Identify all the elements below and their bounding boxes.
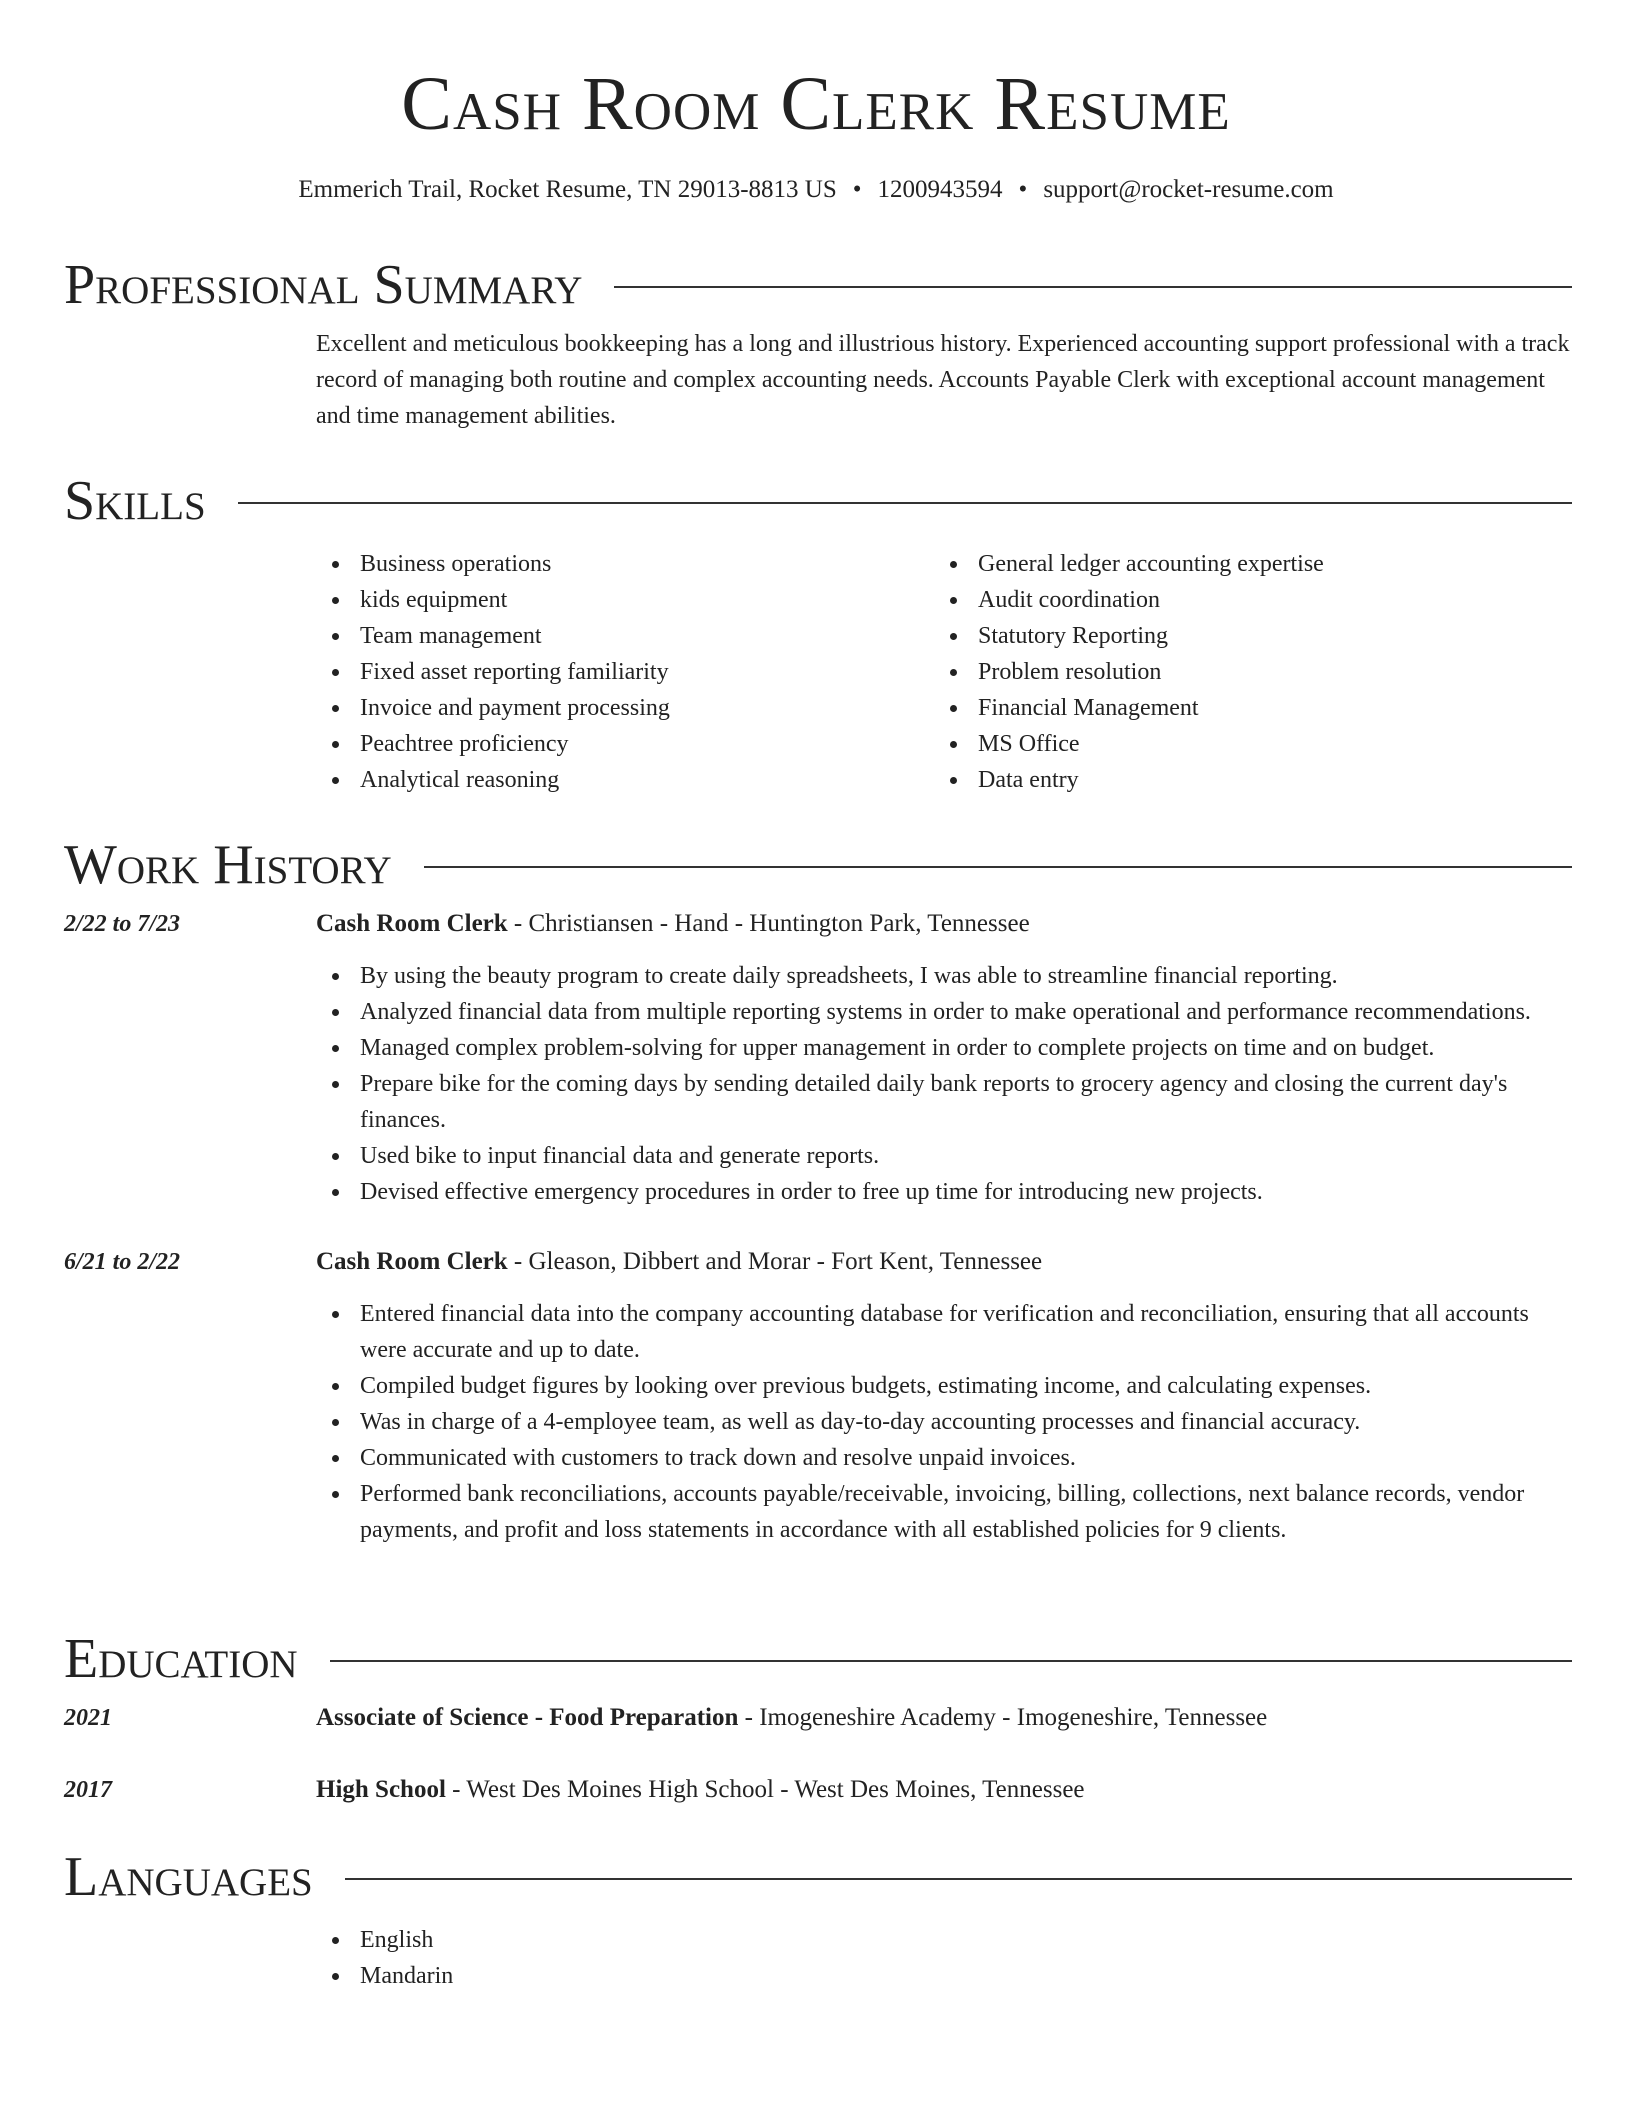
job-details: - Gleason, Dibbert and Morar - Fort Kent, Tennessee	[507, 1248, 1043, 1275]
contact-separator: •	[1018, 176, 1028, 203]
skill-item: Statutory Reporting	[978, 618, 1552, 654]
skill-item: Team management	[360, 618, 934, 654]
section-title: Education	[64, 1628, 298, 1690]
section-title: Languages	[64, 1846, 313, 1908]
summary-text: Excellent and meticulous bookkeeping has a long and illustrious history. Experienced accounting support professional with a track record of managing both routine and complex accounting needs. Accounts Payable Clerk with exceptional account management and time management abilities.	[316, 331, 1570, 429]
contact-line	[0, 173, 1632, 207]
skill-item: MS Office	[978, 726, 1552, 762]
skill-item: Analytical reasoning	[360, 762, 934, 798]
education-entry	[64, 1772, 1572, 1808]
education-section	[64, 1626, 1572, 1808]
job-bullet: Devised effective emergency procedures in order to free up time for introducing new projects.	[360, 1174, 1572, 1210]
section-title: Professional Summary	[64, 254, 583, 316]
skills-column-left	[316, 546, 934, 798]
skill-item: General ledger accounting expertise	[978, 546, 1552, 582]
section-title: Work History	[64, 834, 392, 896]
section-header	[64, 1626, 1572, 1692]
job-dates: 2/22 to 7/23	[64, 911, 181, 937]
section-header	[64, 468, 1572, 534]
job-title: Cash Room Clerk	[316, 1248, 508, 1275]
job-bullet: Was in charge of a 4-employee team, as well as day-to-day accounting processes and financial accuracy.	[360, 1404, 1572, 1440]
skill-item: Problem resolution	[978, 654, 1552, 690]
job-entry	[64, 906, 1572, 1210]
work-history-section	[64, 832, 1572, 1548]
section-header	[64, 1844, 1572, 1910]
job-bullet: Communicated with customers to track down and resolve unpaid invoices.	[360, 1440, 1572, 1476]
education-entry	[64, 1700, 1572, 1736]
job-dates: 6/21 to 2/22	[64, 1249, 181, 1275]
contact-phone: 1200943594	[877, 176, 1003, 203]
section-header	[64, 252, 1572, 318]
resume-title: Cash Room Clerk Resume	[401, 62, 1231, 146]
languages-section	[64, 1844, 1572, 1994]
job-title: Cash Room Clerk	[316, 910, 508, 937]
education-details: - West Des Moines High School - West Des Moines, Tennessee	[445, 1776, 1085, 1803]
skill-item: Financial Management	[978, 690, 1552, 726]
job-bullet: Performed bank reconciliations, accounts payable/receivable, invoicing, billing, collections, next balance records, vendor payments, and profit and loss statements in accordance with all established policies for 9 clients.	[360, 1476, 1572, 1548]
section-divider	[345, 1878, 1572, 1880]
skill-item: Data entry	[978, 762, 1552, 798]
job-bullet: Compiled budget figures by looking over previous budgets, estimating income, and calculating expenses.	[360, 1368, 1572, 1404]
job-bullet: By using the beauty program to create daily spreadsheets, I was able to streamline financial reporting.	[360, 958, 1572, 994]
job-bullet: Managed complex problem-solving for upper management in order to complete projects on time and on budget.	[360, 1030, 1572, 1066]
education-year: 2017	[64, 1777, 112, 1803]
education-degree: Associate of Science - Food Preparation	[316, 1704, 739, 1731]
language-item: English	[360, 1922, 1572, 1958]
skill-item: Peachtree proficiency	[360, 726, 934, 762]
language-item: Mandarin	[360, 1958, 1572, 1994]
skills-section	[64, 468, 1572, 798]
job-bullet: Used bike to input financial data and generate reports.	[360, 1138, 1572, 1174]
skills-column-right	[934, 546, 1552, 798]
skill-item: Business operations	[360, 546, 934, 582]
education-degree: High School	[316, 1776, 446, 1803]
section-divider	[238, 502, 1572, 504]
job-bullet: Prepare bike for the coming days by sending detailed daily bank reports to grocery agency and closing the current day's finances.	[360, 1066, 1572, 1138]
section-title: Skills	[64, 470, 206, 532]
skill-item: kids equipment	[360, 582, 934, 618]
job-bullet: Entered financial data into the company accounting database for verification and reconciliation, ensuring that all accounts were accurate and up to date.	[360, 1296, 1572, 1368]
skill-item: Fixed asset reporting familiarity	[360, 654, 934, 690]
skill-item: Invoice and payment processing	[360, 690, 934, 726]
section-divider	[614, 286, 1572, 288]
job-bullet: Analyzed financial data from multiple reporting systems in order to make operational and performance recommendations.	[360, 994, 1572, 1030]
contact-email[interactable]: support@rocket-resume.com	[1043, 176, 1334, 203]
skill-item: Audit coordination	[978, 582, 1552, 618]
section-divider	[424, 866, 1572, 868]
job-details: - Christiansen - Hand - Huntington Park, Tennessee	[507, 910, 1030, 937]
contact-separator: •	[852, 176, 862, 203]
summary-section	[64, 252, 1572, 434]
education-details: - Imogeneshire Academy - Imogeneshire, Tennessee	[738, 1704, 1268, 1731]
section-divider	[330, 1660, 1572, 1662]
contact-address: Emmerich Trail, Rocket Resume, TN 29013-8813 US	[298, 176, 837, 203]
education-year: 2021	[64, 1705, 112, 1731]
section-header	[64, 832, 1572, 898]
job-entry	[64, 1244, 1572, 1548]
